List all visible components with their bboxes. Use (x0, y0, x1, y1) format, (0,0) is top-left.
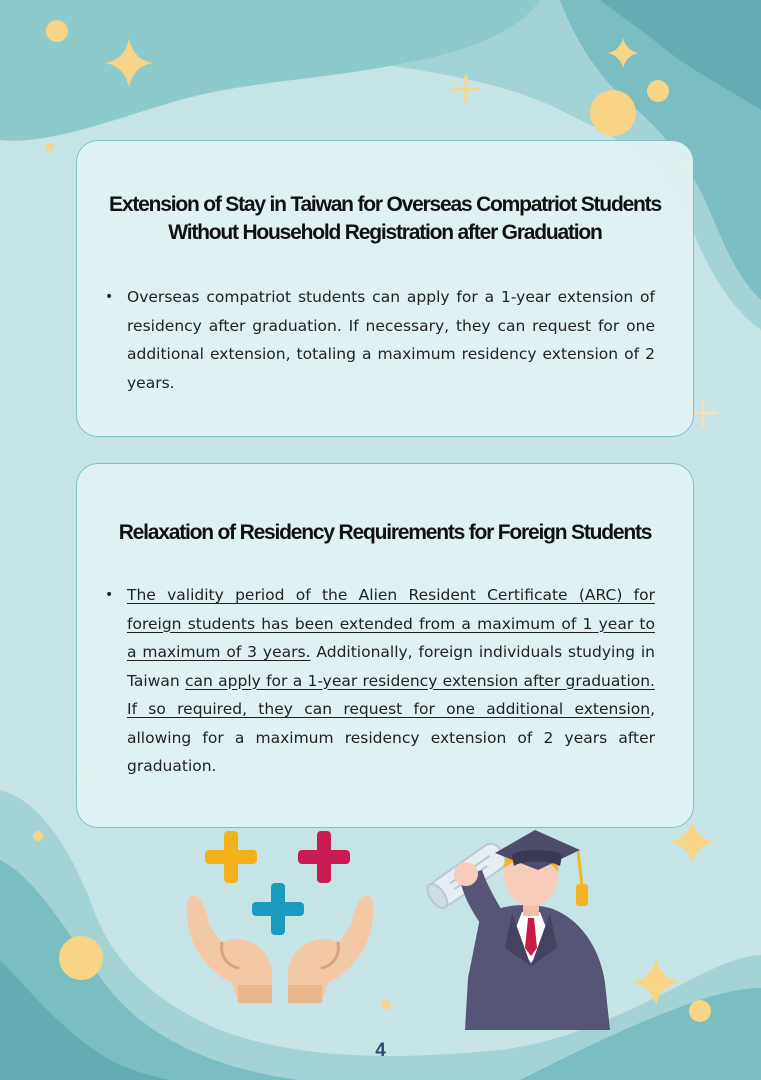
plain-text: Additionally, foreign individuals studying in Taiwan (127, 643, 655, 690)
bullet-text (127, 581, 655, 781)
section-title-line2: Without Household Registration after Graduation (168, 221, 602, 244)
bullet-text: Overseas compatriot students can apply for a 1-year extension of residency after graduation. If necessary, they can request for one additional extension, totaling a maximum residency extension of 2 years. (127, 288, 655, 392)
graduate-student-icon (410, 808, 625, 1033)
bullet-item (107, 283, 655, 397)
plain-text-end: , allowing for a maximum residency extension of 2 years after graduation. (127, 700, 655, 775)
section-title: Relaxation of Residency Requirements for Foreign Students (118, 521, 652, 544)
section-title-line1: Extension of Stay in Taiwan for Overseas Compatriot Students (109, 193, 661, 216)
underlined-text-extension: can apply for a 1-year residency extension after graduation. If so required, they can request for one additional extension (127, 671, 655, 718)
section-card-foreign-students (76, 463, 694, 828)
section-title (91, 191, 679, 247)
bullet-dot: • (105, 587, 114, 603)
page-number: 4 (375, 1040, 386, 1061)
underlined-text-arc: The validity period of the Alien Resident Certificate (ARC) for foreign students has been extended from a maximum of 1 year to a maximum of 3 years. (127, 586, 655, 661)
section-card-overseas-compatriot (76, 140, 694, 437)
bullet-item (107, 581, 655, 781)
hands-with-plus-icon (180, 825, 380, 1010)
bullet-dot: • (105, 289, 114, 305)
